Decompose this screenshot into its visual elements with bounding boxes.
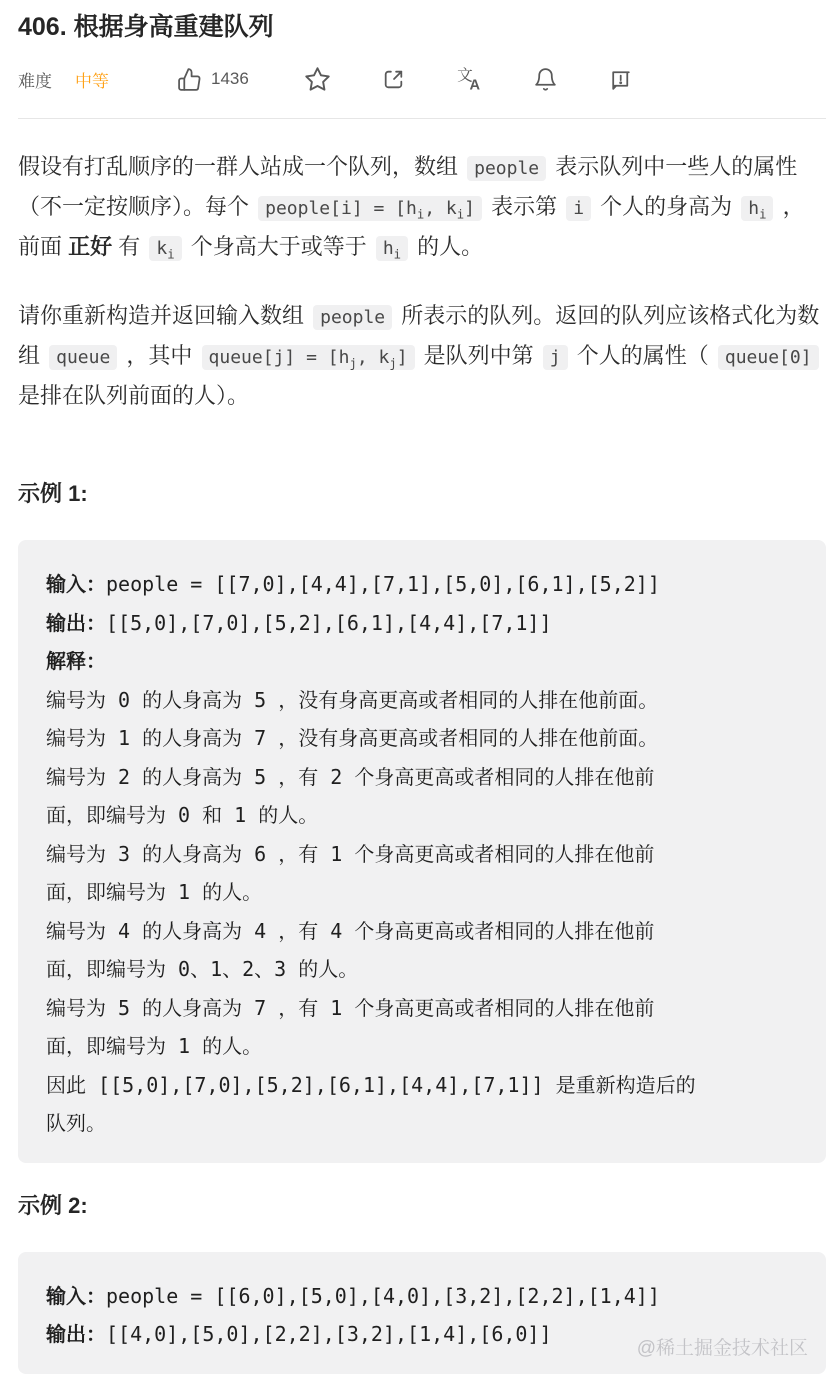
text-segment: 有	[112, 234, 147, 259]
feedback-button[interactable]	[608, 67, 633, 92]
text-segment: 面，即编号为 1 的人。	[46, 880, 263, 904]
text-segment: 编号为 0 的人身高为 5 ，没有身高更高或者相同的人排在他前面。	[46, 687, 659, 712]
text-segment: 的人。	[411, 234, 484, 259]
favorite-button[interactable]	[304, 66, 331, 93]
example-2-heading: 示例 2:	[18, 1192, 88, 1218]
text-segment: 队列。	[46, 1111, 106, 1135]
difficulty-badge: 中等	[75, 71, 109, 91]
description-paragraph	[18, 148, 826, 268]
text-segment: 表示队列中一些人的属性（不一定按顺序）。每个	[18, 154, 798, 219]
code-line	[46, 758, 798, 797]
text-segment: 所表示的队列。返回的队列应该格式化为数组	[18, 303, 820, 368]
inline-code: people	[467, 156, 546, 181]
text-segment: 是队列中第	[417, 343, 540, 368]
code-line	[46, 796, 798, 835]
bold-text: 输入：	[46, 572, 106, 596]
inline-code: j	[543, 345, 568, 370]
bold-text: 输入：	[46, 1283, 106, 1308]
like-count: 1436	[211, 69, 249, 88]
text-segment: ，前面	[18, 194, 805, 259]
share-icon	[381, 67, 406, 92]
problem-description	[18, 148, 826, 415]
inline-code: $h_i$	[741, 196, 773, 221]
example-1-heading: 示例 1:	[18, 481, 88, 506]
text-segment: 面，即编号为 0 和 1 的人。	[46, 803, 319, 827]
bold-text: 解释：	[46, 649, 106, 673]
code-line	[46, 1027, 798, 1066]
text-segment: [[4,0],[5,0],[2,2],[3,2],[1,4],[6,0]]	[106, 1322, 552, 1346]
share-button[interactable]	[381, 67, 406, 92]
thumbs-up-icon	[177, 67, 202, 92]
example-2-code-block	[18, 1252, 826, 1374]
description-paragraph	[18, 297, 826, 415]
code-line	[46, 681, 798, 720]
inline-code: queue[0]	[718, 345, 819, 370]
svg-text:A: A	[469, 77, 480, 93]
text-segment: 假设有打乱顺序的一群人站成一个队列，数组	[18, 154, 465, 179]
text-segment: [[5,0],[7,0],[5,2],[6,1],[4,4],[7,1]]	[106, 610, 552, 635]
code-line	[46, 835, 798, 874]
code-line	[46, 873, 798, 912]
problem-title: 406. 根据身高重建队列	[18, 13, 274, 41]
like-button[interactable]	[177, 67, 249, 92]
text-segment: 个人的身高为	[594, 194, 739, 219]
inline-code: people	[313, 305, 392, 330]
inline-code: $k_i$	[149, 236, 181, 261]
text-segment: 个人的属性（	[570, 343, 715, 368]
code-line	[46, 950, 798, 989]
header-divider	[18, 118, 826, 119]
bold-text: 正好	[68, 234, 113, 259]
code-line	[46, 912, 798, 951]
text-segment: 编号为 5 的人身高为 7 ，有 1 个身高更高或者相同的人排在他前	[46, 995, 655, 1020]
code-line	[46, 604, 798, 643]
translate-icon	[456, 66, 483, 93]
inline-code: people[i] = [$h_i$, $k_i$]	[258, 196, 482, 221]
difficulty-label: 难度	[18, 71, 52, 91]
inline-code: $h_i$	[376, 236, 408, 261]
svg-text:文: 文	[456, 67, 473, 85]
code-line	[46, 642, 798, 681]
inline-code: i	[566, 196, 591, 221]
text-segment: people = [[6,0],[5,0],[4,0],[3,2],[2,2],[1,4]]	[106, 1283, 660, 1308]
text-segment: 是排在队列前面的人）。	[18, 383, 250, 408]
problem-meta-bar	[18, 63, 826, 95]
text-segment: 面，即编号为 0、1、2、3 的人。	[46, 957, 359, 981]
code-line	[46, 1104, 798, 1143]
code-line	[46, 565, 798, 604]
feedback-icon	[608, 67, 633, 92]
text-segment: 请你重新构造并返回输入数组	[18, 303, 311, 328]
bell-icon	[533, 67, 558, 92]
text-segment: 编号为 1 的人身高为 7 ，没有身高更高或者相同的人排在他前面。	[46, 726, 659, 750]
text-segment: 表示第	[484, 194, 564, 219]
code-line	[46, 719, 798, 758]
star-icon	[304, 66, 331, 93]
text-segment: 编号为 4 的人身高为 4 ，有 4 个身高更高或者相同的人排在他前	[46, 918, 655, 943]
translate-button[interactable]	[456, 66, 483, 93]
text-segment: 因此 [[5,0],[7,0],[5,2],[6,1],[4,4],[7,1]] 是重新构造后的	[46, 1072, 696, 1097]
code-line	[46, 1277, 798, 1316]
text-segment: 编号为 2 的人身高为 5 ，有 2 个身高更高或者相同的人排在他前	[46, 764, 655, 789]
bold-text: 输出：	[46, 1322, 106, 1346]
text-segment: 面，即编号为 1 的人。	[46, 1034, 263, 1058]
inline-code: queue	[49, 345, 117, 370]
text-segment: people = [[7,0],[4,4],[7,1],[5,0],[6,1],[5,2]]	[106, 572, 660, 596]
text-segment: 个身高大于或等于	[184, 234, 373, 259]
bold-text: 输出：	[46, 610, 106, 635]
notification-button[interactable]	[533, 67, 558, 92]
example-1-code-block	[18, 540, 826, 1163]
text-segment: ，其中	[120, 343, 199, 368]
code-line	[46, 989, 798, 1028]
inline-code: queue[j] = [$h_j$, $k_j$]	[202, 345, 415, 370]
site-watermark: @稀土掘金技术社区	[636, 1337, 808, 1359]
text-segment: 编号为 3 的人身高为 6 ，有 1 个身高更高或者相同的人排在他前	[46, 841, 655, 866]
code-line	[46, 1066, 798, 1105]
